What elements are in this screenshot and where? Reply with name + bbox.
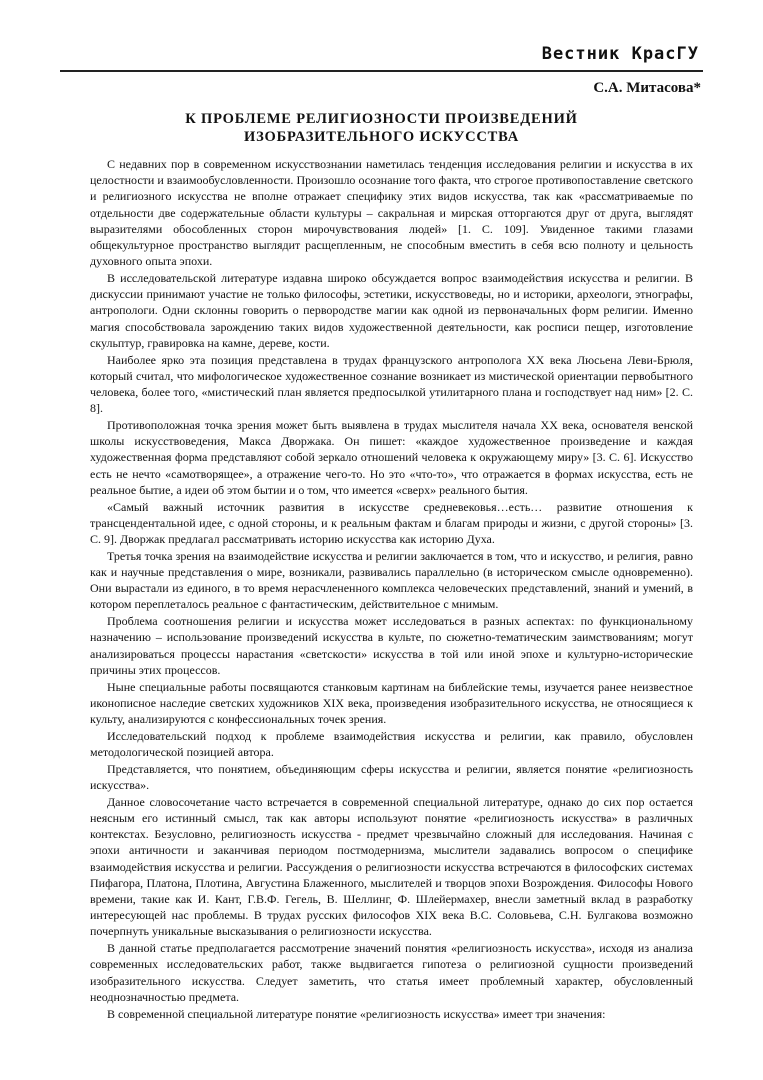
paragraph: Данное словосочетание часто встречается в современной специальной литературе, однако до сих пор остается неясным его истинный смысл, так как авторы используют понятие «религиозность искусства» в различных контекстах. Безусловно, религиозность искусства - предмет чрезвычайно сложный для исследования. Начиная с эпохи античности и заканчивая периодом постмодернизма, мыслители задавались вопросом о специфике взаимодействия искусства и религии. Рассуждения о религиозности искусства встречаются в философских системах Пифагора, Платона, Плотина, Августина Блаженного, мыслителей и творцов эпохи Возрождения. Философы Нового времени, такие как И. Кант, Г.В.Ф. Гегель, В. Шеллинг, Ф. Шлейермахер, внесли заметный вклад в разработку интересующей нас проблемы. В трудах русских философов XIX века В.С. Соловьева, С.Н. Булгакова возможно почерпнуть уникальные высказывания о религиозности искусства. (90, 794, 693, 939)
title-line: К ПРОБЛЕМЕ РЕЛИГИОЗНОСТИ ПРОИЗВЕДЕНИЙ (185, 111, 578, 127)
article-body (90, 156, 693, 1022)
title-line: ИЗОБРАЗИТЕЛЬНОГО ИСКУССТВА (244, 129, 519, 145)
paragraph: С недавних пор в современном искусствознании наметилась тенденция исследования религии и искусства в их целостности и взаимообусловленности. Произошло осознание того факта, что строгое противопоставление светского и религиозного искусства не вполне отражает специфику этих видов искусства, так как «рассматриваемые по отдельности две содержательные области культуры – сакральная и мирская отторгаются друг от друга, выглядят выразителями обособленных сторон мирочувствования людей» [1. С. 109]. Увиденное такими глазами общекультурное пространство выглядит расщепленным, не способным вместить в себя всю полноту и цельность духовного опыта эпохи. (90, 157, 693, 269)
paragraph: Третья точка зрения на взаимодействие искусства и религии заключается в том, что и искусство, и религия, равно как и научные представления о мире, возникали, развивались параллельно (в историческом смысле одновременно). Они вырастали из единого, в то время нерасчлененного комплекса человеческих представлений, знаний и умений, в котором переплеталось реальное с фантастическим, действительное с мнимым. (90, 548, 693, 612)
paragraph: В современной специальной литературе понятие «религиозность искусства» имеет три значения: (107, 1006, 606, 1021)
paragraph: В данной статье предполагается рассмотрение значений понятия «религиозность искусства», исходя из анализа современных исследовательских работ, также выдвигается гипотеза о религиозной сущности произведений изобразительного искусства. Следует заметить, что статья имеет проблемный характер, обусловленный неоднозначностью предмета. (90, 941, 693, 1004)
author-name: С.А. Митасова* (593, 80, 701, 96)
paragraph: «Самый важный источник развития в искусстве средневековья…есть… развитие отношения к трансцендентальной идее, с одной стороны, и к реальным фактам и благам природы и жизни, с другой стороны» [3. С. 9]. Дворжак предлагал рассматривать историю искусства как историю Духа. (90, 499, 693, 547)
paragraph: Наиболее ярко эта позиция представлена в трудах французского антрополога XX века Люсьена Леви-Брюля, который считал, что мифологическое художественное сознание возникает из мистической ориентации первобытного человека, более того, «мистический план является предпосылкой утилитарного плана и господствует над ним» [2. С. 8]. (90, 352, 693, 416)
paragraph: В исследовательской литературе издавна широко обсуждается вопрос взаимодействия искусства и религии. В дискуссии принимают участие не только философы, эстетики, искусствоведы, но и историки, археологи, этнографы, антропологи. Одни склонны говорить о первородстве магии как одной из первоначальных форм религии. Именно магия способствовала зарождению таких видов художественной деятельности, как росписи пещер, изготовление скульптур, гравировка на камне, дереве, кости. (90, 271, 693, 350)
paragraph: Ныне специальные работы посвящаются станковым картинам на библейские темы, изучается ранее неизвестное иконописное наследие светских художников XIX века, произведения изобразительного искусства, не относящиеся к культу, анализируются с конфессиональных точек зрения. (90, 679, 693, 727)
journal-header: Вестник КрасГУ (60, 40, 703, 72)
article-title (100, 110, 663, 146)
paragraph: Противоположная точка зрения может быть выявлена в трудах мыслителя начала XX века, основателя венской школы искусствоведения, Макса Дворжака. Он пишет: «каждое художественное произведение и каждая художественная форма представляют собой зеркало отношений человека к окружающему миру» [3. С. 6]. Искусство есть не нечто «самотворящее», а отражение чего-то. Но это «что-то», что отражается в формах искусства, есть не реальное бытие, а идеи об этом бытии и о том, что имеется «сверх» реального бытия. (90, 418, 693, 497)
paragraph: Представляется, что понятием, объединяющим сферы искусства и религии, является понятие «религиозность искусства». (90, 761, 693, 793)
paragraph: Исследовательский подход к проблеме взаимодействия искусства и религии, как правило, обусловлен методологической позицией автора. (90, 728, 693, 760)
paragraph: Проблема соотношения религии и искусства может исследоваться в разных аспектах: по функциональному назначению – использование произведений искусства в культе, по сюжетно-тематическим заимствованиям; могут анализироваться процессы нарастания «светскости» искусства в той или иной эпохе и культурно-исторические причины этих процессов. (90, 614, 693, 677)
